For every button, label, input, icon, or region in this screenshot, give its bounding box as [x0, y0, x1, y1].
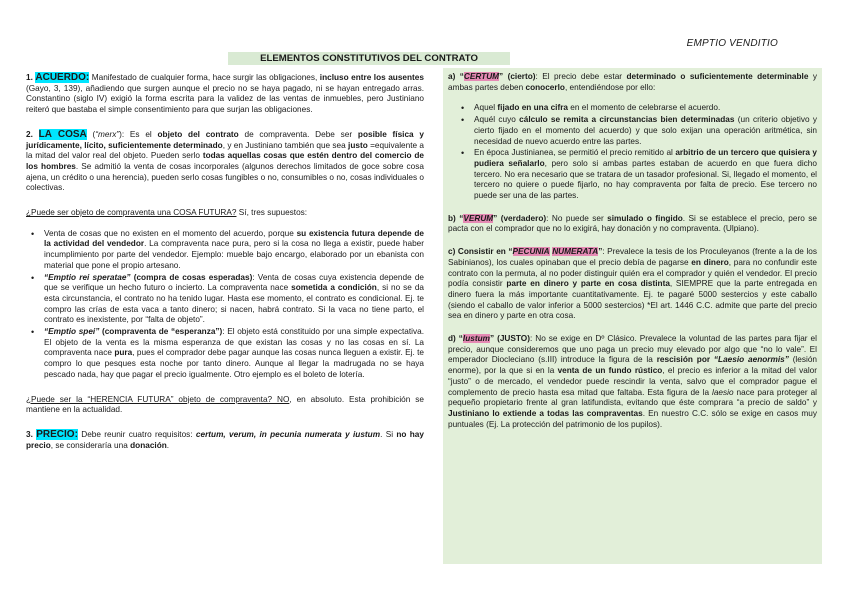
- list-item: • En época Justinianea, se permitió el precio remitido al arbitrio de un tercero que quisiera y pudiera señalarlo, pero solo si ambas partes estaban de acuerdo en que fuera dicho tercero. No era necesario que se tratara de un tasador profesional. Si, llegado el momento, el tercero no quiere o puede fijarlo, no hay compraventa por falta de precio. Ese tercero no puede ser una de las partes.: [474, 148, 817, 202]
- section-number: 2.: [26, 129, 33, 139]
- text: (Gayo, 3, 139), añadiendo que surgen aunque el precio no se haya pagado, ni se hayan entregado arras. Constantino (siglo IV) exigió la forma escrita para la validez de las ventas de inmuebles, pero Justiniano reiteró que bastaba el simple consentimiento para que surjan las obligaciones.: [26, 83, 424, 115]
- question-cosa-futura: [26, 208, 424, 219]
- requisito-certum: a) “CERTUM” (cierto): El precio debe estar determinado o suficientemente determinable y ambas partes deben conocerlo, entendiéndose por ello:: [448, 72, 817, 92]
- bold-text: posible física y jurídicamente, lícito, suficientemente determinado: [26, 129, 425, 150]
- text: Debe reunir cuatro requisitos:: [77, 429, 196, 439]
- text: (: [86, 129, 96, 139]
- section-number: 3.: [26, 429, 33, 439]
- section-acuerdo: [26, 73, 424, 116]
- question-title: ¿Puede ser la “HERENCIA FUTURA” objeto de compraventa? NO: [26, 394, 290, 404]
- requisito-verum: b) “VERUM” (verdadero): No puede ser simulado o fingido. Si se establece el precio, pero se pacta con el comprador que no lo exigirá, hay donación y no compraventa. (Ulpiano).: [448, 213, 817, 234]
- list-item: • “Emptio rei speratae” (compra de cosas esperadas): Venta de cosas cuya existencia depende de que se verifique un hecho futuro o incierto. La compraventa nace sometida a condición, si no se da esta circunstancia, el contrato no ha tenido lugar. Hasta ese momento, el contrato es condicional. Ej. te compro las crías de esta vaca a tanto dinero; si nacen, habrá contrato. Si la vaca no tiene parto, el contrato es inexistente, por “falta de objeto”.: [44, 273, 424, 327]
- highlight-certum: CERTUM: [463, 72, 500, 81]
- list-certum: [448, 103, 817, 201]
- left-column: [26, 73, 424, 451]
- list-item: • Venta de cosas que no existen en el momento del acuerdo, porque su existencia futura depende de la actividad del vendedor. La compraventa nace pura, pero si la cosa no llega a existir, puede haber incumplimiento por parte del vendedor. Ejemplo: mueble bajo encargo, elaborado por un ebanista con material que pone el propio artesano.: [44, 229, 424, 272]
- text: =equivalente a la mitad del valor real del objeto. Pueden serlo: [26, 140, 424, 161]
- highlight-iustum: Iustum: [462, 334, 490, 344]
- text: Manifestado de cualquier forma, hace surgir las obligaciones,: [89, 73, 320, 82]
- text: ): Es el: [119, 129, 158, 139]
- text: .: [166, 440, 170, 450]
- list-item: • Aquel fijado en una cifra en el momento de celebrarse el acuerdo.: [474, 103, 817, 114]
- page-title: ELEMENTOS CONSTITUTIVOS DEL CONTRATO: [228, 52, 510, 65]
- list-item: • “Emptio spei” (compraventa de “esperanza”): El objeto está constituido por una simple expectativa. El objeto de la venta es la misma esperanza de que existan las cosas y no las cosas en sí. La compraventa nace pura, pues el comprador debe pagar aunque las cosas nunca lleguen a existir. Ej. te compro lo que pesques esta noche por tanto dinero. Aunque al llegar la madrugada no se haya pescado nada, hay que pagar el precio igualmente. Otro ejemplo es el boleto de lotería.: [44, 327, 424, 381]
- bold-text: objeto del contrato: [157, 129, 239, 139]
- text: , se consideraría una: [50, 440, 131, 450]
- text: Sí, tres supuestos:: [236, 208, 308, 218]
- bold-text: incluso entre los ausentes: [319, 73, 424, 82]
- list-item: • Aquél cuyo cálculo se remita a circunstancias bien determinadas (un criterio objetivo y cierto fijado en el momento del acuerdo) y que solo exijan una operación aritmética, sin necesidad de nuevo acuerdo entre las partes.: [474, 115, 817, 147]
- highlight-verum: VERUM: [463, 213, 494, 223]
- text: , y en Justiniano también que sea: [222, 140, 349, 150]
- section-label-precio: PRECIO:: [36, 428, 78, 440]
- question-herencia-futura: [26, 395, 424, 416]
- text: . Si: [380, 429, 397, 439]
- section-number: 1.: [26, 73, 33, 82]
- bold-italic-text: certum, verum, in pecunia numerata y iustum: [195, 429, 381, 439]
- highlight-numerata: NUMERATA: [552, 247, 599, 257]
- bold-text: todas aquellas cosas que estén dentro del comercio de los hombres: [26, 151, 424, 171]
- bold-text: justo: [348, 140, 368, 150]
- highlight-pecunia: PECUNIA: [512, 247, 550, 257]
- section-label-acuerdo: ACUERDO:: [35, 72, 90, 83]
- section-label-cosa: LA COSA: [38, 128, 87, 140]
- section-precio: [26, 430, 424, 451]
- text: . Se admitió la venta de cosas incorporales (algunos derechos limitados de goce sobre cosa ajena, un crédito o una herencia), pueden serlo cosas fungibles o no, consumibles o no, cosas individuales o colectivas.: [26, 161, 424, 193]
- right-column: [443, 68, 822, 564]
- list-cosa-futura: [26, 229, 424, 381]
- requisito-iustum: d) “Iustum” (JUSTO): No se exige en Dº Clásico. Prevalece la voluntad de las partes para fijar el precio, aunque consideremos que uno paga un precio muy elevado por algo que “no lo vale”. El emperador Diocleciano (s.III) introduce la figura de la rescisión por “Laesio aenormis” (lesión enorme), por la que si en la venta de un fundo rústico, el precio es inferior a la mitad del valor “justo” o de mercado, el vendedor puede rescindir la venta, salvo que el comprador pague el complemento de precio hasta esa mitad que faltaba. Esta figura de la laesio nace para proteger al pequeño propietario frente al gran latifundista, evitando que éste comprara “a precio de saldo” y Justiniano lo extiende a todas las compraventas. En nuestro C.C. sólo se exige en casos muy puntuales (Ej. La protección del patrimonio de los pupilos).: [448, 334, 817, 429]
- bold-text: no hay precio: [26, 429, 424, 450]
- top-label: EMPTIO VENDITIO: [686, 38, 778, 49]
- section-cosa: [26, 130, 424, 194]
- bold-text: donación: [130, 440, 167, 450]
- text: de compraventa. Debe ser: [238, 129, 358, 139]
- requisito-pecunia-numerata: c) Consistir en “PECUNIA NUMERATA”: Prevalece la tesis de los Proculeyanos (frente a la de los Sabinianos), los cuales opinaban que el precio debía de pagarse en dinero, para no confundir este contrato con la permuta, al no poder distinguir quién era el comprador y quién el vendedor. El precio podía consistir parte en dinero y parte en cosa distinta, SIEMPRE que la parte entregada en dinero fuera la más importante cuantitativamente. Ej. te pagaré 5000 sestercios y este caballo (siendo el caballo de valor inferior a 5000 sestercios) *El art. 1446 C.C. admite que parte del precio sea en dinero y parte en otra cosa.: [448, 247, 817, 321]
- text: , en absoluto. Esta prohibición se mantiene en la actualidad.: [26, 394, 424, 415]
- question-title: ¿Puede ser objeto de compraventa una COSA FUTURA?: [26, 208, 237, 218]
- italic-text: “merx”: [95, 129, 120, 139]
